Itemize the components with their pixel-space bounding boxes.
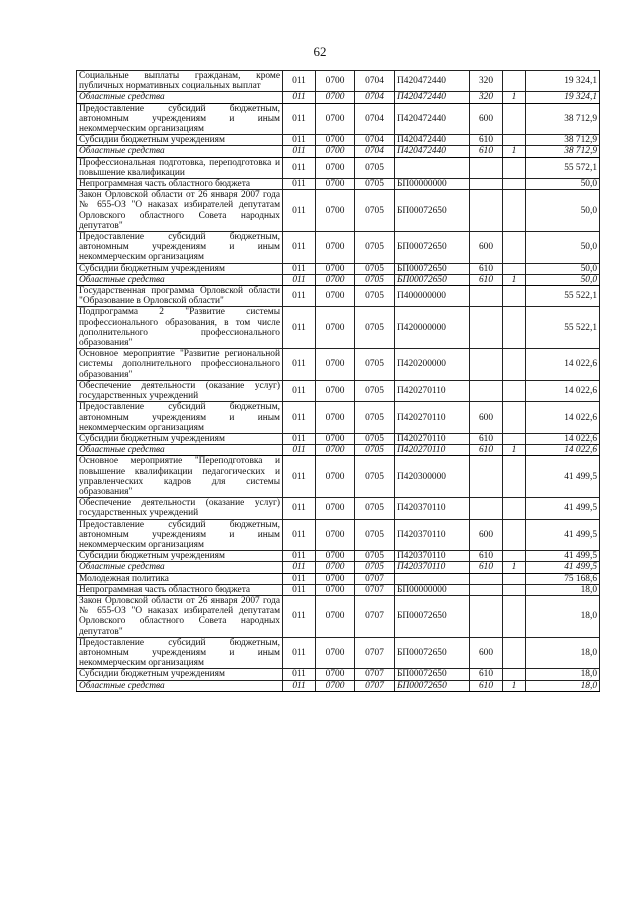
- admin-code-cell: 011: [283, 349, 316, 381]
- amount-cell: 14 022,6: [526, 380, 600, 401]
- row-name-cell: Непрограммная часть областного бюджета: [77, 179, 283, 190]
- section-code-cell: 0700: [316, 498, 355, 519]
- expense-type-cell: 610: [470, 263, 503, 274]
- funding-source-cell: [503, 135, 526, 146]
- row-name-cell: Молодежная политика: [77, 573, 283, 584]
- funding-source-cell: [503, 433, 526, 444]
- amount-cell: 50,0: [526, 274, 600, 285]
- subsection-code-cell: 0707: [355, 595, 395, 637]
- table-row: [77, 519, 600, 551]
- expense-type-cell: 600: [470, 103, 503, 135]
- expense-type-cell: 600: [470, 637, 503, 669]
- funding-source-cell: [503, 498, 526, 519]
- funding-source-cell: [503, 402, 526, 434]
- target-article-cell: [395, 573, 470, 584]
- target-article-cell: БП00072650: [395, 669, 470, 680]
- row-name-cell: Обеспечение деятельности (оказание услуг) государственных учреждений: [77, 498, 283, 519]
- subsection-code-cell: 0705: [355, 380, 395, 401]
- target-article-cell: П420300000: [395, 456, 470, 498]
- subsection-code-cell: 0705: [355, 402, 395, 434]
- admin-code-cell: 011: [283, 519, 316, 551]
- row-name-cell: Основное мероприятие "Переподготовка и повышение квалификации педагогических и управленческих кадров для системы образования": [77, 456, 283, 498]
- funding-source-cell: [503, 456, 526, 498]
- section-code-cell: 0700: [316, 402, 355, 434]
- target-article-cell: П420000000: [395, 307, 470, 349]
- row-name-cell: Основное мероприятие "Развитие региональной системы дополнительного профессионального образования": [77, 349, 283, 381]
- subsection-code-cell: 0705: [355, 519, 395, 551]
- amount-cell: 18,0: [526, 637, 600, 669]
- funding-source-cell: 1: [503, 92, 526, 103]
- admin-code-cell: 011: [283, 307, 316, 349]
- subsection-code-cell: 0705: [355, 456, 395, 498]
- row-name-cell: Областные средства: [77, 92, 283, 103]
- section-code-cell: 0700: [316, 445, 355, 456]
- table-row: [77, 445, 600, 456]
- amount-cell: 50,0: [526, 190, 600, 232]
- amount-cell: 38 712,9: [526, 135, 600, 146]
- section-code-cell: 0700: [316, 190, 355, 232]
- target-article-cell: БП00072650: [395, 232, 470, 264]
- target-article-cell: [395, 157, 470, 178]
- funding-source-cell: [503, 595, 526, 637]
- section-code-cell: 0700: [316, 551, 355, 562]
- table-row: [77, 71, 600, 92]
- expense-type-cell: 610: [470, 562, 503, 573]
- expense-type-cell: 610: [470, 146, 503, 157]
- section-code-cell: 0700: [316, 349, 355, 381]
- subsection-code-cell: 0704: [355, 103, 395, 135]
- target-article-cell: БП00072650: [395, 680, 470, 691]
- section-code-cell: 0700: [316, 456, 355, 498]
- row-name-cell: Профессиональная подготовка, переподготовка и повышение квалификации: [77, 157, 283, 178]
- table-row: [77, 274, 600, 285]
- section-code-cell: 0700: [316, 595, 355, 637]
- target-article-cell: П420370110: [395, 519, 470, 551]
- subsection-code-cell: 0705: [355, 157, 395, 178]
- subsection-code-cell: 0704: [355, 146, 395, 157]
- funding-source-cell: 1: [503, 562, 526, 573]
- section-code-cell: 0700: [316, 274, 355, 285]
- table-row: [77, 146, 600, 157]
- amount-cell: 41 499,5: [526, 562, 600, 573]
- row-name-cell: Социальные выплаты гражданам, кроме публичных нормативных социальных выплат: [77, 71, 283, 92]
- expense-type-cell: [470, 307, 503, 349]
- amount-cell: 41 499,5: [526, 498, 600, 519]
- expense-type-cell: [470, 380, 503, 401]
- page-number: 62: [313, 44, 327, 59]
- target-article-cell: П420370110: [395, 498, 470, 519]
- admin-code-cell: 011: [283, 498, 316, 519]
- target-article-cell: БП00072650: [395, 637, 470, 669]
- row-name-cell: Обеспечение деятельности (оказание услуг) государственных учреждений: [77, 380, 283, 401]
- subsection-code-cell: 0705: [355, 190, 395, 232]
- target-article-cell: П420270110: [395, 445, 470, 456]
- amount-cell: 19 324,1: [526, 71, 600, 92]
- expense-type-cell: 600: [470, 519, 503, 551]
- row-name-cell: Предоставление субсидий бюджетным, автономным учреждениям и иным некоммерческим организациям: [77, 103, 283, 135]
- budget-table-body: [77, 71, 600, 692]
- expense-type-cell: [470, 286, 503, 307]
- row-name-cell: Субсидии бюджетным учреждениям: [77, 433, 283, 444]
- table-row: [77, 498, 600, 519]
- amount-cell: 50,0: [526, 179, 600, 190]
- row-name-cell: Подпрограмма 2 "Развитие системы профессионального образования, в том числе дополнительного профессионального образования": [77, 307, 283, 349]
- table-row: [77, 680, 600, 691]
- table-row: [77, 349, 600, 381]
- table-row: [77, 402, 600, 434]
- subsection-code-cell: 0705: [355, 498, 395, 519]
- amount-cell: 38 712,9: [526, 103, 600, 135]
- target-article-cell: БП00072650: [395, 274, 470, 285]
- funding-source-cell: [503, 380, 526, 401]
- amount-cell: 19 324,1: [526, 92, 600, 103]
- row-name-cell: Субсидии бюджетным учреждениям: [77, 135, 283, 146]
- amount-cell: 75 168,6: [526, 573, 600, 584]
- funding-source-cell: [503, 179, 526, 190]
- section-code-cell: 0700: [316, 380, 355, 401]
- target-article-cell: БП00000000: [395, 179, 470, 190]
- section-code-cell: 0700: [316, 286, 355, 307]
- amount-cell: 38 712,9: [526, 146, 600, 157]
- expense-type-cell: 610: [470, 274, 503, 285]
- amount-cell: 55 522,1: [526, 286, 600, 307]
- funding-source-cell: [503, 637, 526, 669]
- section-code-cell: 0700: [316, 135, 355, 146]
- table-row: [77, 551, 600, 562]
- expense-type-cell: 610: [470, 669, 503, 680]
- subsection-code-cell: 0707: [355, 680, 395, 691]
- amount-cell: 50,0: [526, 263, 600, 274]
- expense-type-cell: 320: [470, 71, 503, 92]
- expense-type-cell: [470, 584, 503, 595]
- row-name-cell: Субсидии бюджетным учреждениям: [77, 669, 283, 680]
- table-row: [77, 92, 600, 103]
- expense-type-cell: 610: [470, 445, 503, 456]
- funding-source-cell: 1: [503, 680, 526, 691]
- funding-source-cell: [503, 286, 526, 307]
- subsection-code-cell: 0705: [355, 179, 395, 190]
- funding-source-cell: [503, 71, 526, 92]
- admin-code-cell: 011: [283, 71, 316, 92]
- expense-type-cell: 610: [470, 433, 503, 444]
- admin-code-cell: 011: [283, 274, 316, 285]
- section-code-cell: 0700: [316, 307, 355, 349]
- amount-cell: 14 022,6: [526, 349, 600, 381]
- subsection-code-cell: 0707: [355, 584, 395, 595]
- subsection-code-cell: 0705: [355, 263, 395, 274]
- subsection-code-cell: 0705: [355, 274, 395, 285]
- subsection-code-cell: 0705: [355, 562, 395, 573]
- section-code-cell: 0700: [316, 103, 355, 135]
- funding-source-cell: [503, 669, 526, 680]
- subsection-code-cell: 0705: [355, 307, 395, 349]
- subsection-code-cell: 0705: [355, 286, 395, 307]
- table-row: [77, 433, 600, 444]
- table-row: [77, 103, 600, 135]
- section-code-cell: 0700: [316, 92, 355, 103]
- admin-code-cell: 011: [283, 456, 316, 498]
- target-article-cell: П420472440: [395, 103, 470, 135]
- admin-code-cell: 011: [283, 179, 316, 190]
- admin-code-cell: 011: [283, 157, 316, 178]
- table-row: [77, 595, 600, 637]
- row-name-cell: Закон Орловской области от 26 января 2007 года № 655-ОЗ "О наказах избирателей депутатам Орловского областного Совета народных депутатов": [77, 190, 283, 232]
- subsection-code-cell: 0707: [355, 669, 395, 680]
- subsection-code-cell: 0705: [355, 551, 395, 562]
- target-article-cell: П420370110: [395, 551, 470, 562]
- subsection-code-cell: 0704: [355, 71, 395, 92]
- table-row: [77, 232, 600, 264]
- section-code-cell: 0700: [316, 71, 355, 92]
- funding-source-cell: [503, 103, 526, 135]
- section-code-cell: 0700: [316, 146, 355, 157]
- row-name-cell: Областные средства: [77, 274, 283, 285]
- funding-source-cell: [503, 307, 526, 349]
- amount-cell: 14 022,6: [526, 433, 600, 444]
- table-row: [77, 456, 600, 498]
- target-article-cell: БП00000000: [395, 584, 470, 595]
- funding-source-cell: [503, 190, 526, 232]
- expense-type-cell: [470, 573, 503, 584]
- admin-code-cell: 011: [283, 562, 316, 573]
- admin-code-cell: 011: [283, 595, 316, 637]
- row-name-cell: Предоставление субсидий бюджетным, автономным учреждениям и иным некоммерческим организациям: [77, 637, 283, 669]
- admin-code-cell: 011: [283, 380, 316, 401]
- expense-type-cell: 610: [470, 135, 503, 146]
- amount-cell: 41 499,5: [526, 551, 600, 562]
- admin-code-cell: 011: [283, 103, 316, 135]
- subsection-code-cell: 0705: [355, 433, 395, 444]
- amount-cell: 18,0: [526, 669, 600, 680]
- amount-cell: 18,0: [526, 680, 600, 691]
- amount-cell: 18,0: [526, 595, 600, 637]
- amount-cell: 18,0: [526, 584, 600, 595]
- amount-cell: 55 572,1: [526, 157, 600, 178]
- target-article-cell: П420270110: [395, 433, 470, 444]
- amount-cell: 41 499,5: [526, 456, 600, 498]
- table-row: [77, 562, 600, 573]
- funding-source-cell: 1: [503, 146, 526, 157]
- subsection-code-cell: 0705: [355, 445, 395, 456]
- amount-cell: 50,0: [526, 232, 600, 264]
- amount-cell: 14 022,6: [526, 445, 600, 456]
- funding-source-cell: [503, 519, 526, 551]
- admin-code-cell: 011: [283, 680, 316, 691]
- funding-source-cell: [503, 349, 526, 381]
- admin-code-cell: 011: [283, 433, 316, 444]
- target-article-cell: П420472440: [395, 71, 470, 92]
- table-row: [77, 157, 600, 178]
- row-name-cell: Областные средства: [77, 562, 283, 573]
- row-name-cell: Предоставление субсидий бюджетным, автономным учреждениям и иным некоммерческим организациям: [77, 402, 283, 434]
- target-article-cell: П420200000: [395, 349, 470, 381]
- table-row: [77, 179, 600, 190]
- expense-type-cell: 600: [470, 232, 503, 264]
- expense-type-cell: [470, 498, 503, 519]
- table-row: [77, 135, 600, 146]
- row-name-cell: Областные средства: [77, 146, 283, 157]
- funding-source-cell: [503, 573, 526, 584]
- subsection-code-cell: 0707: [355, 573, 395, 584]
- row-name-cell: Областные средства: [77, 680, 283, 691]
- admin-code-cell: 011: [283, 146, 316, 157]
- expense-type-cell: [470, 157, 503, 178]
- target-article-cell: БП00072650: [395, 190, 470, 232]
- target-article-cell: П420472440: [395, 135, 470, 146]
- section-code-cell: 0700: [316, 573, 355, 584]
- target-article-cell: П420472440: [395, 146, 470, 157]
- admin-code-cell: 011: [283, 445, 316, 456]
- expense-type-cell: [470, 456, 503, 498]
- section-code-cell: 0700: [316, 179, 355, 190]
- funding-source-cell: [503, 263, 526, 274]
- expense-type-cell: 610: [470, 551, 503, 562]
- target-article-cell: П420270110: [395, 380, 470, 401]
- expense-type-cell: 320: [470, 92, 503, 103]
- table-row: [77, 190, 600, 232]
- funding-source-cell: [503, 157, 526, 178]
- subsection-code-cell: 0704: [355, 135, 395, 146]
- admin-code-cell: 011: [283, 92, 316, 103]
- section-code-cell: 0700: [316, 157, 355, 178]
- target-article-cell: П420472440: [395, 92, 470, 103]
- subsection-code-cell: 0707: [355, 637, 395, 669]
- admin-code-cell: 011: [283, 263, 316, 274]
- expense-type-cell: 610: [470, 680, 503, 691]
- funding-source-cell: [503, 232, 526, 264]
- row-name-cell: Непрограммная часть областного бюджета: [77, 584, 283, 595]
- admin-code-cell: 011: [283, 190, 316, 232]
- expense-type-cell: [470, 190, 503, 232]
- row-name-cell: Государственная программа Орловской области "Образование в Орловской области": [77, 286, 283, 307]
- section-code-cell: 0700: [316, 562, 355, 573]
- funding-source-cell: [503, 584, 526, 595]
- admin-code-cell: 011: [283, 286, 316, 307]
- table-row: [77, 584, 600, 595]
- admin-code-cell: 011: [283, 669, 316, 680]
- row-name-cell: Предоставление субсидий бюджетным, автономным учреждениям и иным некоммерческим организациям: [77, 519, 283, 551]
- admin-code-cell: 011: [283, 637, 316, 669]
- target-article-cell: П420270110: [395, 402, 470, 434]
- amount-cell: 55 522,1: [526, 307, 600, 349]
- target-article-cell: П400000000: [395, 286, 470, 307]
- admin-code-cell: 011: [283, 402, 316, 434]
- admin-code-cell: 011: [283, 232, 316, 264]
- expense-type-cell: [470, 349, 503, 381]
- target-article-cell: П420370110: [395, 562, 470, 573]
- funding-source-cell: 1: [503, 445, 526, 456]
- section-code-cell: 0700: [316, 232, 355, 264]
- section-code-cell: 0700: [316, 584, 355, 595]
- target-article-cell: БП00072650: [395, 263, 470, 274]
- amount-cell: 41 499,5: [526, 519, 600, 551]
- section-code-cell: 0700: [316, 669, 355, 680]
- section-code-cell: 0700: [316, 680, 355, 691]
- target-article-cell: БП00072650: [395, 595, 470, 637]
- funding-source-cell: [503, 551, 526, 562]
- row-name-cell: Закон Орловской области от 26 января 2007 года № 655-ОЗ "О наказах избирателей депутатам Орловского областного Совета народных депутатов": [77, 595, 283, 637]
- admin-code-cell: 011: [283, 135, 316, 146]
- row-name-cell: Предоставление субсидий бюджетным, автономным учреждениям и иным некоммерческим организациям: [77, 232, 283, 264]
- subsection-code-cell: 0704: [355, 92, 395, 103]
- section-code-cell: 0700: [316, 263, 355, 274]
- section-code-cell: 0700: [316, 433, 355, 444]
- admin-code-cell: 011: [283, 551, 316, 562]
- table-row: [77, 263, 600, 274]
- subsection-code-cell: 0705: [355, 349, 395, 381]
- row-name-cell: Областные средства: [77, 445, 283, 456]
- budget-table: [76, 70, 600, 692]
- table-row: [77, 669, 600, 680]
- expense-type-cell: [470, 595, 503, 637]
- row-name-cell: Субсидии бюджетным учреждениям: [77, 551, 283, 562]
- table-row: [77, 380, 600, 401]
- row-name-cell: Субсидии бюджетным учреждениям: [77, 263, 283, 274]
- admin-code-cell: 011: [283, 584, 316, 595]
- table-row: [77, 573, 600, 584]
- table-row: [77, 637, 600, 669]
- admin-code-cell: 011: [283, 573, 316, 584]
- funding-source-cell: 1: [503, 274, 526, 285]
- subsection-code-cell: 0705: [355, 232, 395, 264]
- section-code-cell: 0700: [316, 519, 355, 551]
- section-code-cell: 0700: [316, 637, 355, 669]
- expense-type-cell: [470, 179, 503, 190]
- expense-type-cell: 600: [470, 402, 503, 434]
- amount-cell: 14 022,6: [526, 402, 600, 434]
- table-row: [77, 307, 600, 349]
- table-row: [77, 286, 600, 307]
